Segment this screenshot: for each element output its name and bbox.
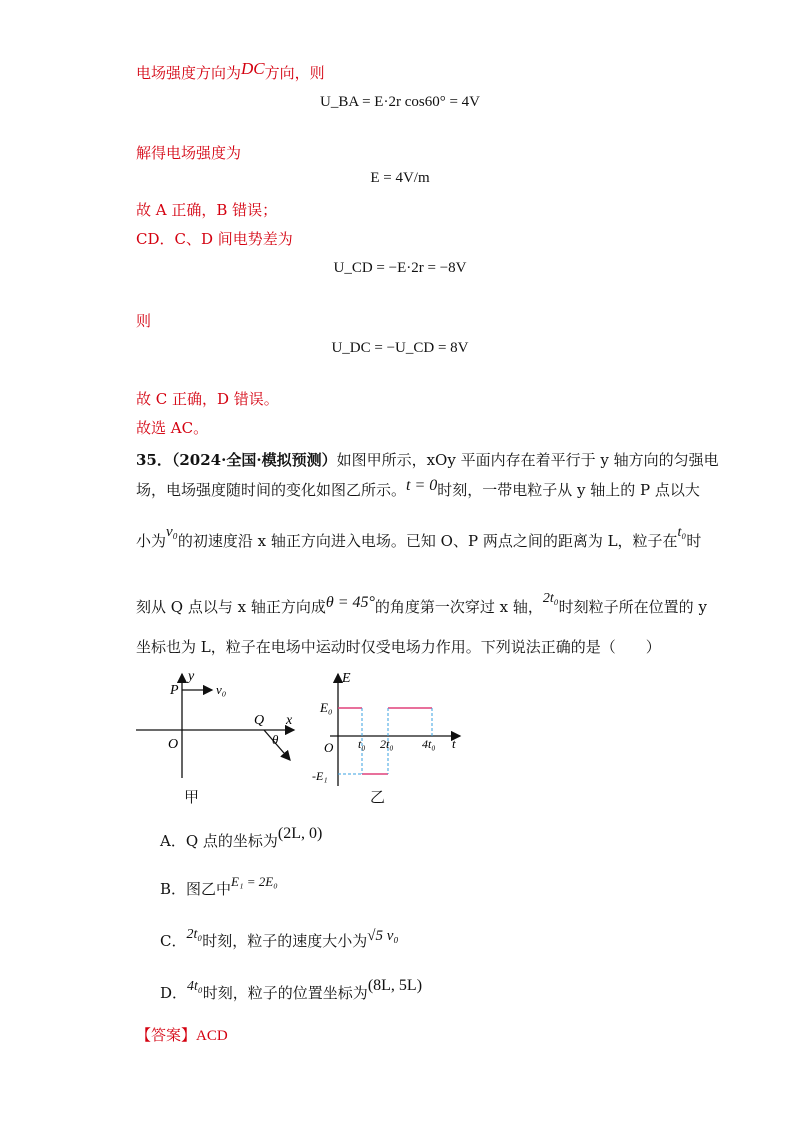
math: E₁ = 2E₀ — [231, 874, 278, 889]
math: 2t₀ — [186, 927, 203, 942]
label-e: E — [342, 671, 351, 686]
solution-line-1 — [136, 59, 325, 84]
label-e0: E₀ — [320, 700, 333, 715]
text: 方向，则 — [264, 64, 325, 82]
math: (8L, 5L) — [367, 977, 423, 994]
label-4t0: 4t₀ — [422, 737, 436, 751]
label-q: Q — [254, 713, 265, 728]
label-theta: θ — [272, 732, 279, 747]
math-t0: t₀ — [677, 525, 687, 540]
text: 刻从 Q 点以与 x 轴正方向成 — [136, 598, 326, 616]
option-d — [160, 977, 423, 1003]
text: A．Q 点的坐标为 — [160, 832, 278, 850]
option-b — [160, 874, 278, 899]
math: √5 v₀ — [367, 928, 399, 944]
label-e1: -E₁ — [312, 769, 328, 783]
label-x: x — [286, 713, 293, 728]
text: 小为 — [136, 532, 167, 550]
text: 时 — [686, 532, 702, 550]
label-t0: t₀ — [358, 737, 366, 751]
text: 的角度第一次穿过 x 轴， — [374, 598, 543, 616]
question-number: 35． — [136, 451, 172, 469]
math: (2L, 0) — [277, 825, 323, 842]
math-theta: θ = 45° — [325, 594, 375, 611]
solution-line-5: 则 — [136, 312, 152, 330]
math-2t0: 2t₀ — [542, 591, 559, 606]
figure-b-caption: 乙 — [370, 788, 386, 806]
equation-1: U_BA = E·2r cos60° = 4V — [320, 94, 480, 110]
math-t0: t = 0 — [406, 477, 438, 494]
label-2t0: 2t₀ — [380, 737, 394, 751]
question-line-1 — [136, 449, 719, 470]
math: 4t₀ — [187, 979, 203, 994]
solution-line-2: 解得电场强度为 — [136, 144, 242, 162]
option-a — [160, 825, 323, 851]
text: 时刻，粒子的位置坐标为 — [202, 984, 368, 1002]
text: 时刻，粒子的速度大小为 — [202, 932, 368, 950]
solution-line-4: CD．C、D 间电势差为 — [136, 230, 293, 248]
figure-a — [134, 668, 310, 812]
math-dc: DC — [241, 59, 265, 78]
figure-a-caption: 甲 — [184, 788, 200, 806]
math-v0: v₀ — [166, 524, 178, 540]
text: 场，电场强度随时间的变化如图乙所示。 — [136, 481, 407, 499]
equation-3: U_CD = −E·2r = −8V — [333, 260, 467, 276]
label-t: t — [452, 736, 456, 751]
solution-line-3: 故 A 正确，B 错误； — [136, 201, 278, 219]
question-line-5: 坐标也为 L，粒子在电场中运动时仅受电场力作用。下列说法正确的是（ ） — [136, 638, 661, 656]
text: 时刻粒子所在位置的 y — [558, 598, 707, 616]
label-p: P — [170, 683, 179, 698]
text: B．图乙中 — [160, 880, 232, 898]
question-line-3 — [136, 524, 702, 551]
equation-2: E = 4V/m — [370, 170, 430, 186]
text: 时刻，一带电粒子从 y 轴上的 P 点以大 — [437, 481, 700, 499]
answer-value: ACD — [196, 1028, 228, 1044]
question-source: （2024·全国·模拟预测） — [171, 451, 337, 469]
label-y: y — [188, 669, 195, 684]
answer-line — [136, 1024, 228, 1047]
label-o: O — [324, 740, 334, 755]
solution-line-7: 故选 AC。 — [136, 419, 209, 437]
solution-line-6: 故 C 正确，D 错误。 — [136, 390, 279, 408]
figure-b — [310, 668, 470, 788]
equation-4: U_DC = −U_CD = 8V — [331, 340, 469, 356]
text: 的初速度沿 x 轴正方向进入电场。已知 O、P 两点之间的距离为 L，粒子在 — [177, 532, 678, 550]
text: 电场强度方向为 — [136, 64, 242, 82]
question-line-4 — [136, 591, 707, 617]
question-line-2 — [136, 479, 700, 500]
text: 如图甲所示，xOy 平面内存在着平行于 y 轴方向的匀强电 — [336, 451, 719, 469]
label-v0: v₀ — [216, 682, 227, 697]
text: C． — [160, 932, 187, 950]
text: D． — [160, 984, 188, 1002]
answer-label: 【答案】 — [136, 1026, 197, 1044]
option-c — [160, 927, 399, 951]
label-o: O — [168, 737, 179, 752]
